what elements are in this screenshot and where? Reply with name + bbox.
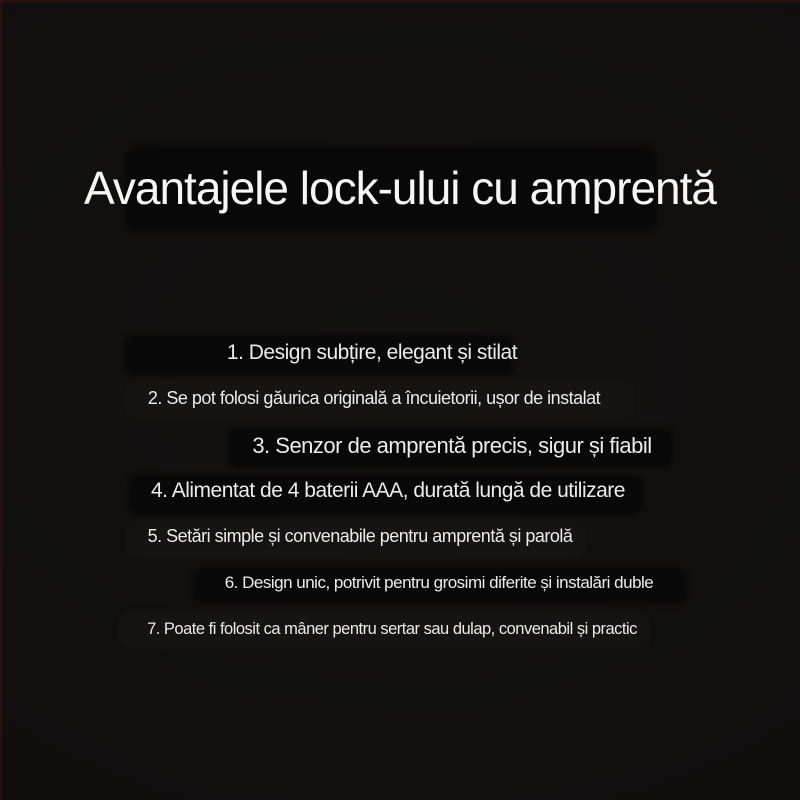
page-title: Avantajele lock-ului cu amprentă bbox=[84, 162, 716, 214]
advantage-item-7: 7. Poate fi folosit ca mâner pentru sertar sau dulap, convenabil și practic bbox=[147, 620, 637, 638]
advantage-item-6: 6. Design unic, potrivit pentru grosimi diferite și instalări duble bbox=[224, 573, 654, 592]
advantage-item-3: 3. Senzor de amprentă precis, sigur și fiabil bbox=[252, 433, 652, 458]
advantage-item-2: 2. Se pot folosi găurica originală a încuietorii, ușor de instalat bbox=[147, 388, 601, 408]
advantage-item-4: 4. Alimentat de 4 baterii AAA, durată lungă de utilizare bbox=[151, 479, 625, 502]
advantage-item-1: 1. Design subțire, elegant și stilat bbox=[226, 341, 518, 364]
advantage-item-5: 5. Setări simple și convenabile pentru amprentă și parolă bbox=[147, 526, 573, 546]
top-edge-tint bbox=[0, 0, 800, 3]
